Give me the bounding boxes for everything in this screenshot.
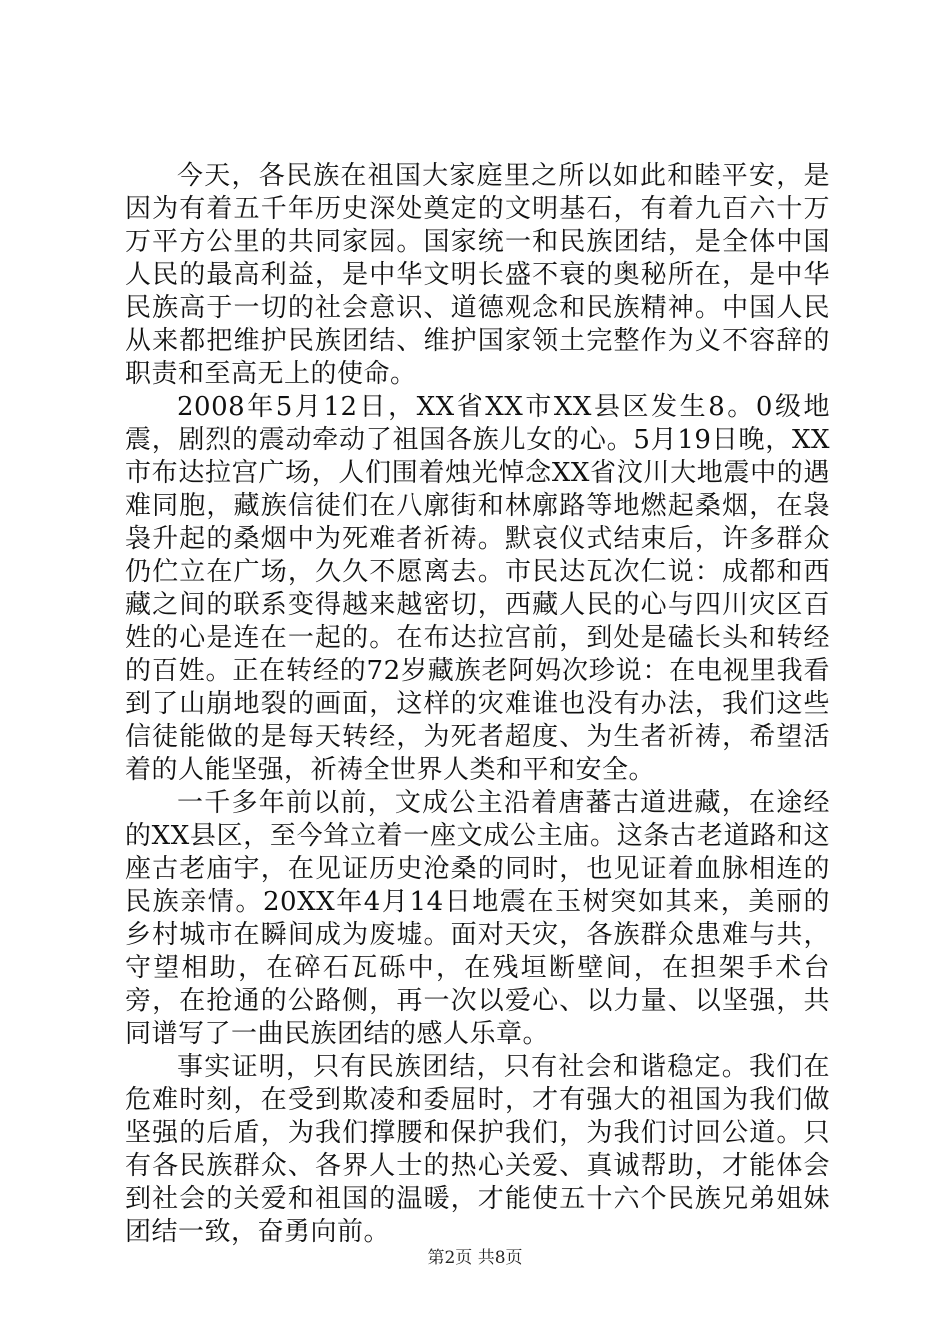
paragraph-1: 今天，各民族在祖国大家庭里之所以如此和睦平安，是因为有着五千年历史深处奠定的文明基石，有着九百六十万万平方公里的共同家园。国家统一和民族团结，是全体中国人民的最高利益，是中华文明长盛不衰的奥秘所在，是中华民族高于一切的社会意识、道德观念和民族精神。中国人民从来都把维护民族团结、维护国家领土完整作为义不容辞的职责和至高无上的使命。	[125, 161, 830, 389]
page-number-footer: 第2页 共8页	[427, 1248, 523, 1268]
document-body	[125, 160, 830, 1249]
paragraph-2: 2008年5月12日，XX省XX市XX县区发生8。0级地震，剧烈的震动牵动了祖国各族儿女的心。5月19日晚，XX市布达拉宫广场，人们围着烛光悼念XX省汶川大地震中的遇难同胞，藏族信徒们在八廓街和林廓路等地燃起桑烟，在袅袅升起的桑烟中为死难者祈祷。默哀仪式结束后，许多群众仍伫立在广场，久久不愿离去。市民达瓦次仁说：成都和西藏之间的联系变得越来越密切，西藏人民的心与四川灾区百姓的心是连在一起的。在布达拉宫前，到处是磕长头和转经的百姓。正在转经的72岁藏族老阿妈次珍说：在电视里我看到了山崩地裂的画面，这样的灾难谁也没有办法，我们这些信徒能做的是每天转经，为死者超度、为生者祈祷，希望活着的人能坚强，祈祷全世界人类和平和安全。	[125, 392, 830, 785]
paragraph-3: 一千多年前以前，文成公主沿着唐蕃古道进藏，在途经的XX县区，至今耸立着一座文成公主庙。这条古老道路和这座古老庙宇，在见证历史沧桑的同时，也见证着血脉相连的民族亲情。20XX年4月14日地震在玉树突如其来，美丽的乡村城市在瞬间成为废墟。面对天灾，各族群众患难与共，守望相助，在碎石瓦砾中，在残垣断壁间，在担架手术台旁，在抢通的公路侧，再一次以爱心、以力量、以坚强，共同谱写了一曲民族团结的感人乐章。	[125, 788, 830, 1049]
paragraph-4: 事实证明，只有民族团结，只有社会和谐稳定。我们在危难时刻，在受到欺凌和委屈时，才有强大的祖国为我们做坚强的后盾，为我们撑腰和保护我们，为我们讨回公道。只有各民族群众、各界人士的热心关爱、真诚帮助，才能体会到社会的关爱和祖国的温暖，才能使五十六个民族兄弟姐妹团结一致，奋勇向前。	[125, 1052, 830, 1247]
